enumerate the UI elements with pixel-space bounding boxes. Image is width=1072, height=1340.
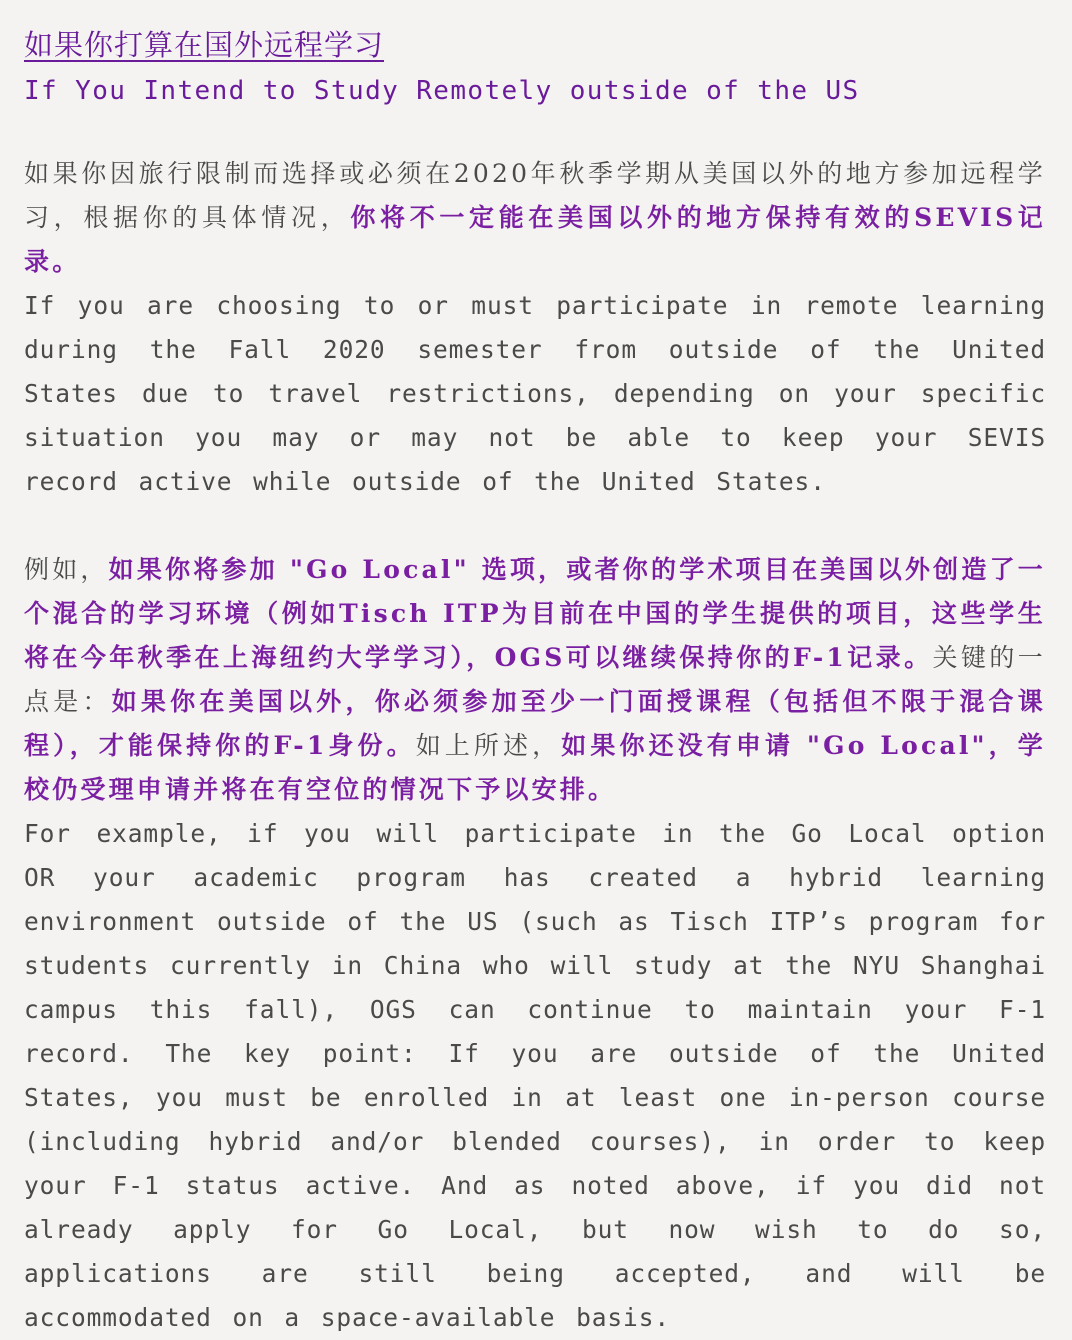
paragraph-1-zh-highlight: 你将不一定能在美国以外的地方保持有效的SEVIS记录。 (24, 203, 1046, 276)
paragraph-2-en: For example, if you will participate in the Go Local option OR your academic program has created a hybrid learning environment outside of the US (such as Tisch ITP’s program for students currently in China who will study at the NYU Shanghai campus this fall), OGS can continue to maintain your F-1 record. The key point: If you are outside of the United States, you must be enrolled in at least one in-person course (including hybrid and/or blended courses), in order to keep your F-1 status active. And as noted above, if you did not already apply for Go Local, but now wish to do so, applications are still being accepted, and will be accommodated on a space-available basis. (24, 819, 1046, 1332)
paragraph-2-zh (24, 548, 1046, 812)
paragraph-2-zh-highlight-2: 如果你在美国以外，你必须参加至少一门面授课程（包括但不限于混合课程），才能保持你的F-1身份。 (24, 687, 1046, 760)
heading-en: If You Intend to Study Remotely outside of the US (24, 76, 860, 106)
heading-zh: 如果你打算在国外远程学习 (24, 28, 385, 62)
paragraph-1-zh-text: 如果你因旅行限制而选择或必须在2020年秋季学期从美国以外的地方参加远程学习，根据你的具体情况， (24, 159, 1046, 232)
paragraph-2-zh-highlight-1: 如果你将参加 "Go Local" 选项，或者你的学术项目在美国以外创造了一个混合的学习环境（例如Tisch ITP为目前在中国的学生提供的项目，这些学生将在今年秋季在上海纽约大学学习），OGS可以继续保持你的F-1记录。 (24, 555, 1046, 672)
paragraph-2-zh-text-2: 关键的一点是： (24, 643, 1046, 716)
paragraph-2-zh-text-3: 如上所述， (415, 731, 562, 760)
paragraph-2-zh-text-1: 例如， (24, 555, 109, 584)
paragraph-1-en: If you are choosing to or must participate in remote learning during the Fall 2020 semester from outside of the United States due to travel restrictions, depending on your specific situation you may or may not be able to keep your SEVIS record active while outside of the United States. (24, 291, 1046, 496)
paragraph-1-zh (24, 152, 1046, 284)
paragraph-2-zh-highlight-3: 如果你还没有申请 "Go Local"，学校仍受理申请并将在有空位的情况下予以安排。 (24, 731, 1046, 804)
